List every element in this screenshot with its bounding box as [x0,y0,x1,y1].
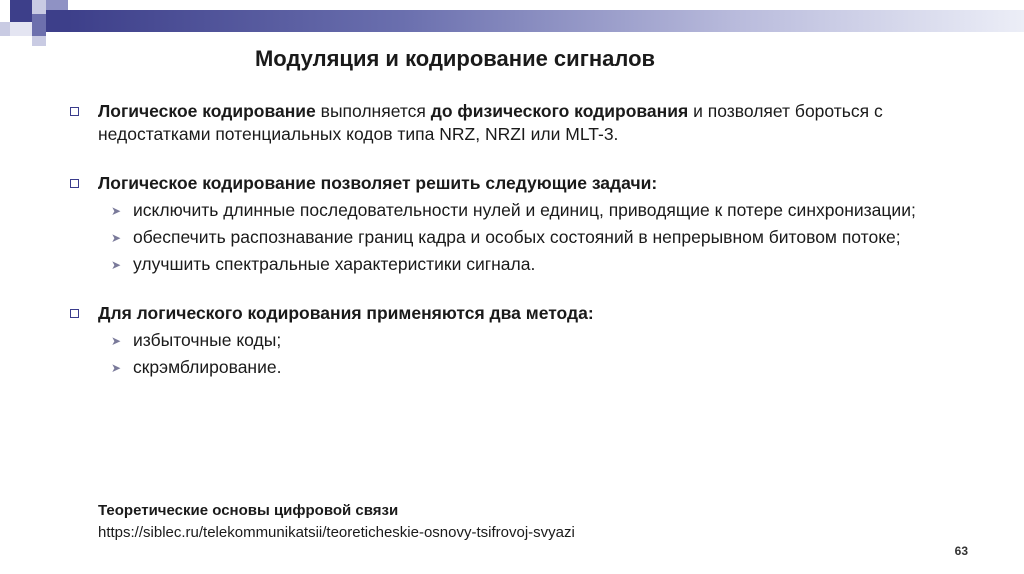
bullet-heading: Логическое кодирование позволяет решить следующие задачи: [98,173,658,193]
deco-square [32,14,46,36]
bullet-item [70,172,970,195]
bullet-text: Логическое кодирование выполняется до физического кодирования и позволяет бороться с недостатками потенциальных кодов типа NRZ, NRZI или MLT-3. [98,101,883,144]
sub-bullet-text: обеспечить распознавание границ кадра и особых состояний в непрерывном битовом потоке; [133,227,901,247]
bullet-item [70,302,970,325]
square-bullet-icon [70,179,79,188]
chevron-bullet-icon: ➤ [111,204,122,218]
deco-square [46,0,68,10]
square-bullet-icon [70,309,79,318]
deco-square [10,0,32,22]
source-footer [98,500,575,544]
deco-square [32,36,46,46]
sub-bullet-item [70,356,970,379]
sub-bullet-item [70,329,970,352]
sub-bullet-text: избыточные коды; [133,330,282,350]
deco-square [32,0,46,14]
sub-bullet-item [70,226,970,249]
header-gradient-bar [68,10,1024,32]
sub-bullet-text: улучшить спектральные характеристики сигнала. [133,254,536,274]
square-bullet-icon [70,107,79,116]
page-number: 63 [954,544,968,558]
deco-square [0,22,10,36]
sub-bullet-item [70,253,970,276]
source-title: Теоретические основы цифровой связи [98,502,399,519]
deco-square [46,10,68,32]
chevron-bullet-icon: ➤ [111,361,122,375]
deco-square [10,22,32,36]
chevron-bullet-icon: ➤ [111,258,122,272]
sub-bullet-item [70,199,970,222]
slide-title: Модуляция и кодирование сигналов [254,46,656,71]
sub-bullet-text: исключить длинные последовательности нулей и единиц, приводящие к потере синхронизации; [133,200,916,220]
chevron-bullet-icon: ➤ [111,334,122,348]
source-url[interactable]: https://siblec.ru/telekommunikatsii/teoreticheskie-osnovy-tsifrovoj-svyazi [98,524,575,541]
slide-body [70,100,970,379]
chevron-bullet-icon: ➤ [111,231,122,245]
bullet-item [70,100,970,146]
bullet-heading: Для логического кодирования применяются два метода: [98,303,594,323]
sub-bullet-text: скрэмблирование. [133,357,282,377]
